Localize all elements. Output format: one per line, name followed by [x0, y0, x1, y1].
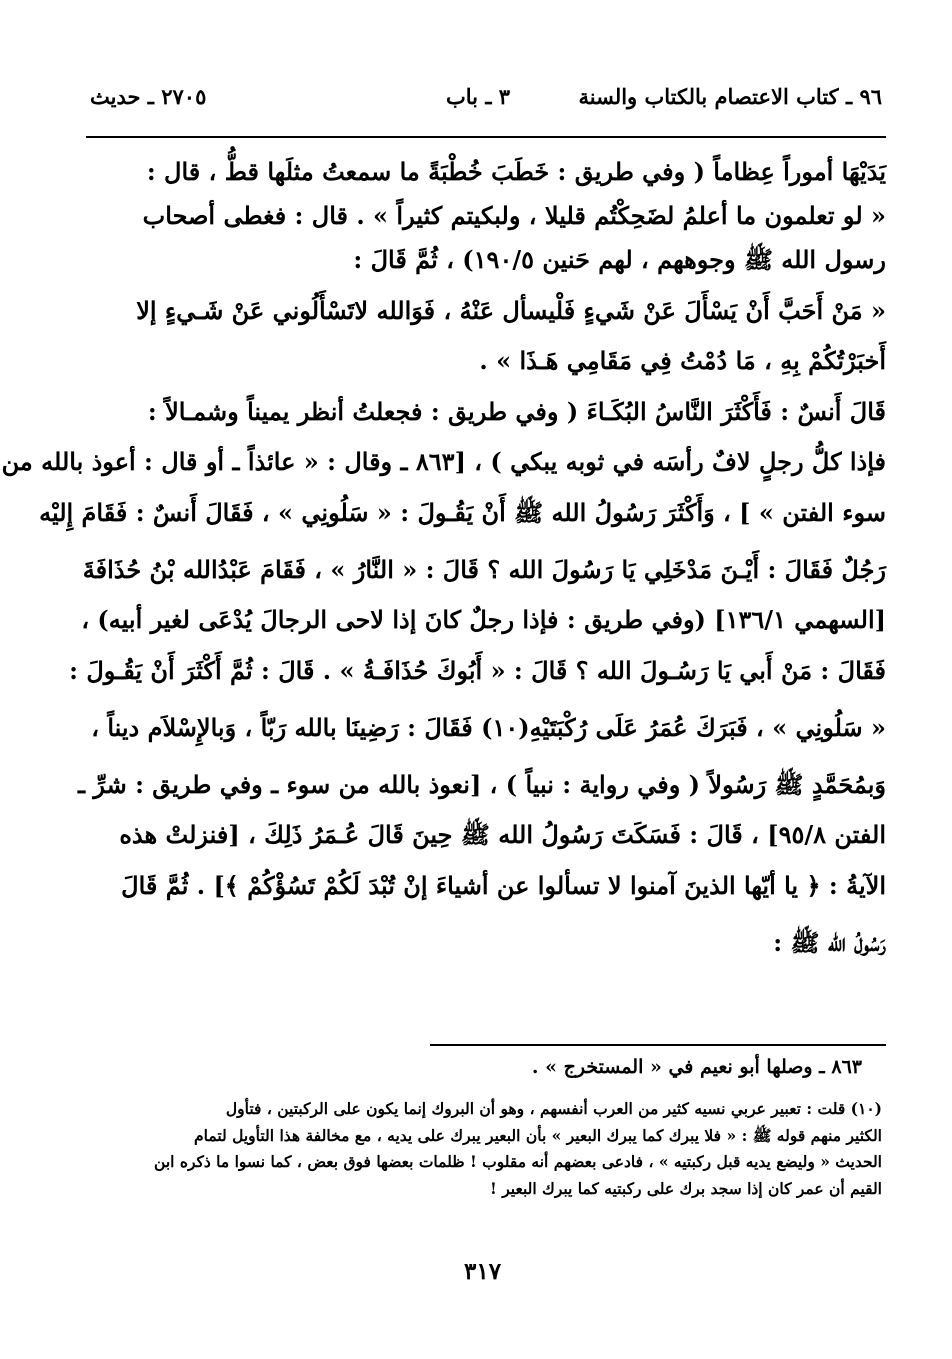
footnote-line: (١٠) قلت : تعبير عربي نسيه كثير من العرب أنفسهم ، وهو أن البروك إنما يكون على الركبتين ، فتأول — [225, 1099, 882, 1118]
text-line: « سَلُونِي » ، فَبَرَكَ عُمَرُ عَلَى رُكْبَتَيْهِ(١٠) فَقَالَ : رَضِينَا بالله رَبّاً ، وَبالإِسْلاَم ديناً ، — [91, 713, 886, 742]
text-line: فَقَالَ : مَنْ أَبي يَا رَسُـولَ الله ؟ قَالَ : « أَبُوكَ حُذَافَـةُ » . قَالَ : ثُمَّ أَكْثَرَ أَنْ يَقُـولَ : — [69, 656, 886, 685]
header-rule — [86, 136, 886, 138]
text-line: وَبمُحَمَّدٍ ﷺ رَسُولاً ( وفي رواية : نبياً ) ، [نعوذ بالله من سوء ـ وفي طريق : شرِّ ـ — [77, 770, 886, 799]
text-line: سوء الفتن » ] ، وَأَكْثَرَ رَسُولُ الله ﷺ أَنْ يَقُـولَ : « سَلُونِي » ، فَقَالَ أَنسٌ : فَقَامَ إِليْه — [39, 498, 886, 527]
text-line: رَسُولُ الله ﷺ : — [773, 928, 886, 957]
text-line: أَخبَرْتُكُمْ بِهِ ، مَا دُمْتُ فِي مَقَامِي هَـذَا » . — [479, 346, 886, 375]
text-line: الفتن ٩٥/٨] ، قَالَ : فَسَكَتَ رَسُولُ الله ﷺ حِينَ قَالَ عُـمَرُ ذَلِكَ ، [فنزلتْ هذه — [119, 820, 886, 849]
footnote-863: ٨٦٣ ـ وصلها أبو نعيم في « المستخرج » . — [531, 1056, 862, 1078]
main-text — [1, 150, 886, 971]
text-line: [السهمي ١٣٦/١] (وفي طريق : فإذا رجلٌ كانَ إذا لاحى الرجالَ يُدْعَى لغير أبيه) ، — [81, 605, 886, 634]
footnote-rule — [430, 1044, 886, 1046]
text-line: « مَنْ أَحَبَّ أَنْ يَسْأَلَ عَنْ شَيءٍ فَلْيسأل عَنْهُ ، فَوَالله لاتَسْأَلُوني عَنْ شَـيءٍ إلا — [136, 296, 886, 325]
text-line: فإذا كلُّ رجلٍ لافٌ رأسَه في ثوبه يبكي ) ، [٨٦٣ ـ وقال : « عائذاً ـ أو قال : أعوذ بالله من — [1, 447, 886, 476]
text-line: قَالَ أَنسٌ : فَأَكْثَرَ النَّاسُ البُكَـاءَ ( وفي طريق : فجعلتُ أنظر يميناً وشمـالاً : — [147, 397, 886, 426]
text-line: رَجُلٌ فَقَالَ : أَيْـنَ مَدْخَلِي يَا رَسُولَ الله ؟ قَالَ : « النَّارُ » ، فَقَامَ عَبْدُالله بْنُ حُذَافَةَ — [82, 555, 886, 584]
text-line: رسول الله ﷺ وجوههم ، لهم حَنين ١٩٠/٥) ، ثُمَّ قَالَ : — [353, 245, 886, 274]
footnote-10 — [96, 1096, 882, 1202]
footnote-line: الكثير منهم قوله ﷺ : « فلا يبرك كما يبرك البعير » بأن البعير يبرك على يديه ، مع مخالفة هذا التأويل لتمام — [194, 1125, 882, 1145]
running-header-hadith-number: ٢٧٠٥ ـ حديث — [90, 84, 207, 109]
paragraph-quote-1 — [86, 194, 886, 282]
paragraph-intro — [86, 150, 886, 194]
footnote-line: القيم أن عمر كان إذا سجد برك على ركبتيه كما يبرك البعير ! — [490, 1178, 882, 1198]
text-line: « لو تعلمون ما أعلمُ لضَحِكْتُم قليلا ، ولبكيتم كثيراً » . قال : فغطى أصحاب — [142, 201, 886, 230]
page-number: ٣١٧ — [464, 1258, 502, 1285]
paragraph-quote-2 — [86, 282, 886, 383]
running-header-chapter: ٣ ـ باب — [446, 84, 511, 109]
text-line: يَدَيْهَا أموراً عِظاماً ( وفي طريق : خَطَبَ خُطْبَةً ما سمعتُ مثلَها قطُّ ، قال : — [146, 157, 886, 186]
running-header-book-title: ٩٦ ـ كتاب الاعتصام بالكتاب والسنة — [578, 84, 882, 109]
text-line: الآيةُ : ﴿ يا أيّها الذينَ آمنوا لا تسألوا عن أشياءَ إنْ تُبْدَ لَكُمْ تَسُؤْكُمْ ﴾] . ثُمَّ قَالَ — [121, 871, 886, 900]
footnote-line: الحديث « وليضع يديه قبل ركبتيه » ، فادعى بعضهم أنه مقلوب ! ظلمات بعضها فوق بعض ، كما نسوا ما ذكره ابن — [154, 1152, 882, 1171]
paragraph-narration — [1, 383, 886, 971]
